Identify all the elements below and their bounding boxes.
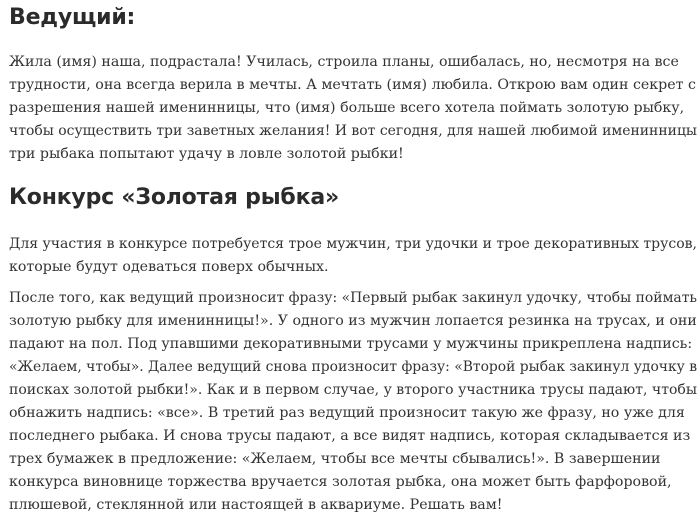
paragraph-line: трех бумажек в предложение: «Желаем, чтобы все мечты сбывались!». В завершении: [9, 451, 661, 467]
paragraph-line: После того, как ведущий произносит фразу: «Первый рыбак закинул удочку, чтобы поймать: [9, 290, 697, 306]
paragraph-line: падают на пол. Под упавшими декоративными трусами у мужчины прикреплена надпись:: [9, 336, 693, 352]
paragraph-line: Для участия в конкурсе потребуется трое мужчин, три удочки и трое декоративных трусов,: [9, 236, 697, 252]
paragraph-line: «Желаем, чтобы». Далее ведущий снова произносит фразу: «Второй рыбак закинул удочку в: [9, 359, 698, 375]
contest-description-paragraph: [9, 287, 697, 517]
paragraph-line: трудности, она всегда верила в мечты. А мечтать (имя) любила. Открою вам один секрет с: [9, 77, 696, 93]
section-heading-contest: Конкурс «Золотая рыбка»: [9, 185, 339, 210]
paragraph-line: Жила (имя) наша, подрастала! Училась, строила планы, ошибалась, но, несмотря на все: [9, 54, 679, 70]
paragraph-line: которые будут одеваться поверх обычных.: [9, 259, 329, 275]
host-paragraph: [9, 51, 697, 166]
paragraph-line: плюшевой, стеклянной или настоящей в аквариуме. Решать вам!: [9, 497, 503, 513]
paragraph-line: обнажить надпись: «все». В третий раз ведущий произносит такую же фразу, но уже для: [9, 405, 685, 421]
contest-requirements-paragraph: [9, 233, 697, 279]
section-heading-host: Ведущий:: [9, 5, 136, 30]
paragraph-line: конкурса виновнице торжества вручается золотая рыбка, она может быть фарфоровой,: [9, 474, 672, 490]
paragraph-line: разрешения нашей именинницы, что (имя) больше всего хотела поймать золотую рыбку,: [9, 100, 685, 116]
paragraph-line: чтобы осуществить три заветных желания! И вот сегодня, для нашей любимой именинницы: [9, 123, 698, 139]
paragraph-line: три рыбака попытают удачу в ловле золотой рыбки!: [9, 146, 404, 162]
paragraph-line: поисках золотой рыбки!». Как и в первом случае, у второго участника трусы падают, чтобы: [9, 382, 698, 398]
paragraph-line: последнего рыбака. И снова трусы падают, а все видят надпись, которая складывается из: [9, 428, 691, 444]
paragraph-line: золотую рыбку для именинницы!». У одного из мужчин лопается резинка на трусах, и они: [9, 313, 697, 329]
